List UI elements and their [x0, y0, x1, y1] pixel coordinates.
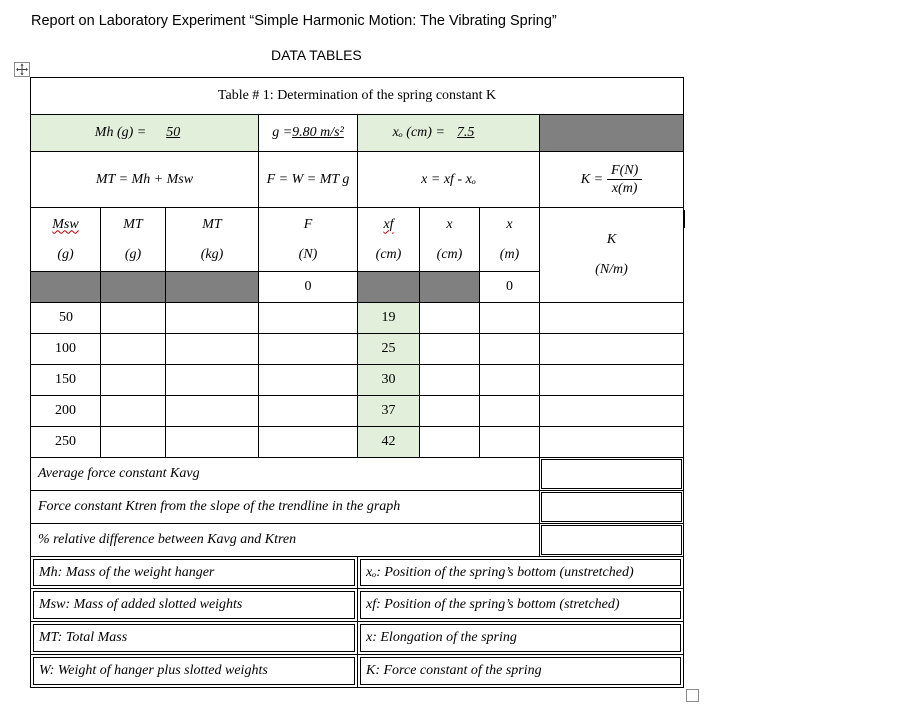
weight-formula-cell [258, 151, 358, 208]
data-cell-empty [479, 395, 540, 427]
header-spring-constant [539, 207, 684, 303]
data-cell-empty [539, 333, 684, 365]
header-elongation-cm-unit: (cm) [436, 246, 463, 262]
zero-row-force [258, 271, 358, 303]
table-edge-mark [684, 210, 685, 228]
data-cell-empty [165, 333, 259, 365]
header-spring-constant-symbol: K [606, 232, 617, 247]
data-cell-empty [419, 426, 480, 458]
header-spring-constant-unit: (N/m) [595, 262, 628, 277]
summary-average-k [30, 457, 540, 491]
data-cell-empty [419, 333, 480, 365]
zero-row-elongation [479, 271, 540, 303]
gravity-cell [258, 114, 358, 152]
data-cell-empty [100, 426, 166, 458]
header-msw [30, 207, 101, 272]
summary-trendline-k [30, 490, 540, 524]
header-mt-grams [100, 207, 166, 272]
zero-row-cell [357, 271, 420, 303]
header-mt-kilograms-symbol: MT [202, 216, 222, 232]
total-mass-formula: MT = Mh + Msw [95, 171, 194, 187]
definition-elongation [360, 624, 681, 652]
data-cell-msw [30, 302, 101, 334]
header-msw-symbol: Msw [52, 216, 79, 232]
definition-box [30, 556, 358, 589]
definition-weight-text: W: Weight of hanger plus slotted weights [39, 663, 268, 678]
total-mass-formula-cell [30, 151, 259, 208]
initial-position-cell [357, 114, 540, 152]
k-formula-prefix: K = [580, 171, 604, 187]
data-cell-xf [357, 364, 420, 396]
header-mt-grams-symbol: MT [123, 216, 143, 232]
definition-box [357, 621, 684, 655]
zero-row-cell [100, 271, 166, 303]
data-cell-empty [479, 364, 540, 396]
data-cell-empty [100, 302, 166, 334]
data-cell-empty [100, 364, 166, 396]
definition-final-position-text: xf: Position of the spring’s bottom (stretched) [366, 597, 620, 612]
hanger-mass-label: Mh (g) = [94, 125, 147, 140]
summary-trendline-k-label: Force constant Ktren from the slope of the trendline in the graph [38, 499, 401, 514]
header-mt-grams-unit: (g) [124, 246, 142, 262]
header-force-symbol: F [303, 216, 313, 232]
definition-weight [33, 657, 355, 685]
msw-value: 200 [55, 403, 76, 418]
header-elongation-cm-symbol: x [446, 216, 453, 232]
zero-row-cell [30, 271, 101, 303]
data-cell-empty [479, 302, 540, 334]
definition-box [30, 654, 358, 688]
data-cell-empty [539, 395, 684, 427]
header-elongation-m-symbol: x [506, 216, 513, 232]
header-final-position-symbol: xf [383, 216, 394, 232]
definition-box [30, 621, 358, 655]
header-elongation-m-unit: (m) [499, 246, 520, 262]
data-cell-xf [357, 333, 420, 365]
data-cell-empty [165, 395, 259, 427]
definition-initial-position-text: xₒ: Position of the spring’s bottom (unstretched) [366, 564, 634, 580]
definition-elongation-text: x: Elongation of the spring [366, 630, 517, 645]
data-cell-xf [357, 302, 420, 334]
section-heading: DATA TABLES [271, 47, 362, 63]
data-cell-empty [539, 426, 684, 458]
definition-hanger-mass-text: Mh: Mass of the weight hanger [39, 564, 215, 580]
definition-initial-position [360, 559, 681, 586]
msw-value: 250 [55, 434, 76, 449]
data-cell-msw [30, 395, 101, 427]
gravity-label: g = [272, 125, 293, 140]
hanger-mass-value: 50 [166, 125, 181, 140]
data-cell-empty [419, 302, 480, 334]
summary-answer-inner-border [541, 459, 682, 489]
data-cell-empty [419, 364, 480, 396]
data-cell-empty [258, 395, 358, 427]
data-cell-empty [539, 302, 684, 334]
header-msw-unit: (g) [57, 246, 74, 262]
weight-formula: F = W = MT g [266, 171, 350, 187]
msw-value: 50 [59, 310, 73, 325]
definition-total-mass-text: MT: Total Mass [39, 630, 128, 645]
k-formula-fraction [607, 163, 642, 197]
initial-position-label: xₒ (cm) = [392, 125, 445, 140]
header-elongation-cm [419, 207, 480, 272]
gravity-value: 9.80 m/s² [292, 125, 344, 140]
document-title: Report on Laboratory Experiment “Simple Harmonic Motion: The Vibrating Spring” [31, 13, 557, 29]
xf-value: 37 [381, 403, 396, 418]
data-cell-empty [258, 333, 358, 365]
definition-slotted-mass-text: Msw: Mass of added slotted weights [39, 597, 243, 612]
zero-row-force-value: 0 [304, 279, 312, 294]
xf-value: 42 [381, 434, 396, 449]
hanger-mass-cell [30, 114, 259, 152]
summary-relative-difference [30, 523, 540, 557]
data-cell-xf [357, 395, 420, 427]
header-final-position-unit: (cm) [375, 246, 402, 262]
data-cell-msw [30, 333, 101, 365]
k-formula-denominator: x(m) [611, 181, 638, 196]
msw-value: 150 [55, 372, 76, 387]
data-cell-empty [100, 395, 166, 427]
data-cell-empty [165, 364, 259, 396]
definition-slotted-mass [33, 591, 355, 619]
summary-average-k-label: Average force constant Kavg [38, 466, 200, 481]
definition-force-constant-text: K: Force constant of the spring [366, 663, 542, 678]
header-mt-kilograms-unit: (kg) [200, 246, 224, 262]
header-final-position [357, 207, 420, 272]
definition-force-constant [360, 657, 681, 685]
data-cell-msw [30, 364, 101, 396]
definition-box [357, 588, 684, 622]
data-cell-empty [479, 426, 540, 458]
definition-total-mass [33, 624, 355, 652]
data-cell-xf [357, 426, 420, 458]
data-cell-empty [258, 364, 358, 396]
data-cell-empty [100, 333, 166, 365]
xf-value: 30 [381, 372, 396, 387]
msw-value: 100 [55, 341, 76, 356]
definition-final-position [360, 591, 681, 619]
definition-box [357, 556, 684, 589]
zero-row-cell [165, 271, 259, 303]
summary-answer-inner-border [541, 492, 682, 522]
header-force [258, 207, 358, 272]
elongation-formula-cell [357, 151, 540, 208]
header-force-unit: (N) [298, 246, 318, 262]
k-formula-numerator: F(N) [607, 163, 642, 180]
data-cell-empty [539, 364, 684, 396]
zero-row-elongation-value: 0 [506, 279, 513, 294]
xf-value: 19 [381, 310, 396, 325]
definition-box [30, 588, 358, 622]
move-arrows-icon [15, 63, 29, 76]
header-elongation-m [479, 207, 540, 272]
summary-relative-difference-label: % relative difference between Kavg and Ktren [38, 532, 297, 547]
data-cell-msw [30, 426, 101, 458]
initial-position-value: 7.5 [456, 125, 475, 140]
givens-empty-shaded-cell [539, 114, 684, 152]
table-caption-text: Table # 1: Determination of the spring constant K [217, 88, 497, 103]
data-cell-empty [419, 395, 480, 427]
summary-answer-inner-border [541, 525, 682, 555]
definition-box [357, 654, 684, 688]
header-mt-kilograms [165, 207, 259, 272]
data-cell-empty [165, 426, 259, 458]
data-cell-empty [258, 426, 358, 458]
data-cell-empty [479, 333, 540, 365]
zero-row-cell [419, 271, 480, 303]
table-move-handle[interactable] [14, 62, 30, 77]
table-resize-handle[interactable] [686, 689, 699, 702]
data-cell-empty [165, 302, 259, 334]
spring-constant-formula-cell [539, 151, 684, 208]
xf-value: 25 [381, 341, 396, 356]
elongation-formula: x = xf - xₒ [421, 171, 476, 187]
table-caption [30, 77, 684, 115]
data-cell-empty [258, 302, 358, 334]
definition-hanger-mass [33, 559, 355, 586]
